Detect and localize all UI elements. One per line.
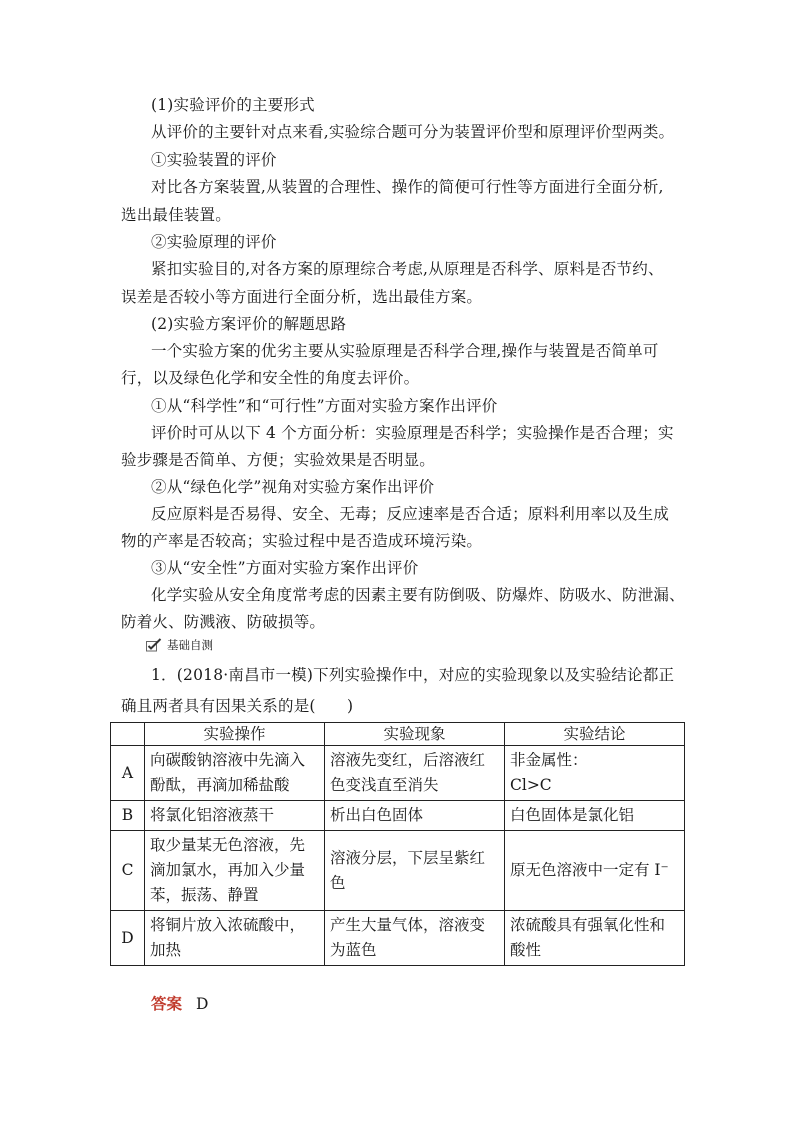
cell-line: 苯，振荡、静置: [150, 886, 259, 904]
cell-line: 酸性: [510, 941, 542, 959]
subheading-device-evaluation: ①实验装置的评价: [151, 151, 277, 169]
question-text: 1．(2018·南昌市一模)下列实验操作中，对应的实验现象以及实验结论都正: [151, 666, 675, 684]
cell-line: 将铜片放入浓硫酸中，: [150, 916, 306, 934]
paragraph-line: 评价时可从以下 4 个方面分析：实验原理是否科学；实验操作是否合理；实: [151, 424, 674, 442]
cell-conclusion: [505, 831, 685, 911]
cell-line: 溶液先变红，后溶液红: [330, 751, 486, 769]
cell-line: 色: [330, 873, 346, 892]
cell-line: 取少量某无色溶液，先: [150, 836, 306, 854]
table-header-blank: [111, 723, 145, 746]
row-key: D: [111, 911, 145, 966]
section-badge-label: 基础自测: [167, 638, 213, 652]
table-row: [111, 831, 685, 911]
paragraph-line: 一个实验方案的优劣主要从实验原理是否科学合理,操作与装置是否简单可: [151, 342, 659, 360]
paragraph-line: 防着火、防溅液、防破损等。: [121, 613, 326, 631]
answer-value: D: [196, 995, 209, 1013]
cell-line: 非金属性：: [510, 751, 588, 769]
table-row: [111, 911, 685, 966]
cell-operation: [145, 801, 325, 831]
paragraph-line: 紧扣实验目的,对各方案的原理综合考虑,从原理是否科学、原料是否节约、: [151, 260, 664, 278]
table-header-phenomenon: 实验现象: [325, 723, 505, 746]
paragraph-line: 对比各方案装置,从装置的合理性、操作的简便可行性等方面进行全面分析,: [151, 178, 664, 196]
paragraph-line: 验步骤是否简单、方便；实验效果是否明显。: [121, 451, 436, 469]
answer-line: [151, 994, 208, 1014]
experiment-table: [110, 722, 685, 966]
paragraph-line: 物的产率是否较高；实验过程中是否造成环境污染。: [121, 532, 483, 550]
cell-line: 白色固体是氯化铝: [510, 806, 635, 824]
cell-line: 析出白色固体: [330, 806, 424, 824]
paragraph-line: 反应原料是否易得、安全、无毒；反应速率是否合适；原料利用率以及生成: [151, 505, 670, 523]
cell-line: 酚酞，再滴加稀盐酸: [150, 776, 290, 794]
cell-operation: [145, 831, 325, 911]
cell-phenomenon: [325, 911, 505, 966]
cell-line: 将氯化铝溶液蒸干: [150, 806, 275, 824]
cell-line: 向碳酸钠溶液中先滴入: [150, 751, 306, 769]
table-row: [111, 801, 685, 831]
question-text: 确且两者具有因果关系的是( ): [121, 697, 354, 715]
paragraph-line: 化学实验从安全角度常考虑的因素主要有防倒吸、防爆炸、防吸水、防泄漏、: [151, 586, 685, 604]
table-header-conclusion: 实验结论: [505, 723, 685, 746]
row-key: B: [111, 801, 145, 831]
cell-line: Cl>C: [510, 776, 552, 794]
paragraph-line: 行，以及绿色化学和安全性的角度去评价。: [121, 369, 420, 387]
cell-conclusion: [505, 911, 685, 966]
cell-line: 加热: [150, 941, 182, 959]
subheading-green-chemistry: ②从“绿色化学”视角对实验方案作出评价: [151, 478, 435, 496]
checkmark-pen-icon: [146, 638, 162, 652]
cell-line: 原无色溶液中一定有 I⁻: [510, 861, 669, 879]
heading-evaluation-forms: (1)实验评价的主要形式: [151, 96, 315, 114]
section-badge: [146, 636, 213, 654]
paragraph-line: 选出最佳装置。: [121, 206, 231, 224]
cell-phenomenon: [325, 831, 505, 911]
cell-line: 为蓝色: [330, 941, 377, 959]
table-row: [111, 746, 685, 801]
cell-phenomenon: [325, 746, 505, 801]
cell-line: 滴加氯水，再加入少量: [150, 861, 306, 879]
cell-phenomenon: [325, 801, 505, 831]
cell-operation: [145, 746, 325, 801]
cell-conclusion: [505, 746, 685, 801]
row-key: C: [111, 831, 145, 911]
cell-line: 溶液分层，下层呈紫红: [330, 848, 486, 867]
table-header-row: [111, 723, 685, 746]
cell-line: 色变浅直至消失: [330, 776, 439, 794]
subheading-principle-evaluation: ②实验原理的评价: [151, 233, 277, 251]
paragraph-line: 误差是否较小等方面进行全面分析，选出最佳方案。: [121, 288, 483, 306]
cell-operation: [145, 911, 325, 966]
cell-line: 浓硫酸具有强氧化性和: [510, 916, 666, 934]
subheading-safety: ③从“安全性”方面对实验方案作出评价: [151, 559, 419, 577]
cell-conclusion: [505, 801, 685, 831]
heading-solving-approach: (2)实验方案评价的解题思路: [151, 315, 347, 333]
row-key: A: [111, 746, 145, 801]
cell-line: 产生大量气体，溶液变: [330, 916, 486, 934]
answer-label: 答案: [151, 994, 183, 1013]
subheading-scientific-feasible: ①从“科学性”和“可行性”方面对实验方案作出评价: [151, 397, 498, 415]
table-header-operation: 实验操作: [145, 723, 325, 746]
paragraph-line: 从评价的主要针对点来看,实验综合题可分为装置评价型和原理评价型两类。: [151, 123, 675, 141]
